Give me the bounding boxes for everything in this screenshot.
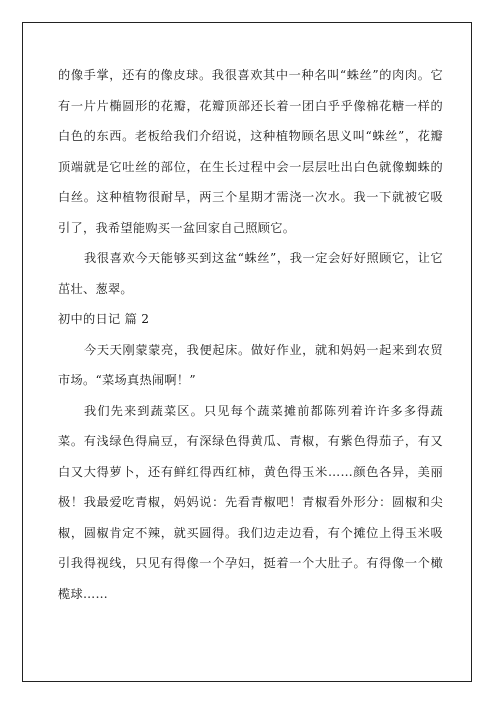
- section-heading: 初中的日记 篇 2: [58, 312, 150, 326]
- document-body: [58, 60, 443, 609]
- paragraph: 我很喜欢今天能够买到这盆“蛛丝”，我一定会好好照顾它，让它茁壮、葱翠。: [58, 251, 443, 296]
- paragraph: 今天天刚蒙蒙亮，我便起床。做好作业，就和妈妈一起来到农贸市场。“菜场真热闹啊！”: [58, 342, 443, 387]
- paragraph: 我们先来到蔬菜区。只见每个蔬菜摊前都陈列着许许多多得蔬菜。有浅绿色得扁豆，有深绿色得黄瓜、青椒，有紫色得茄子，有又白又大得萝卜，还有鲜红得西红柿，黄色得玉米……颜色各异，美丽极！我最爱吃青椒，妈妈说：先看青椒吧！青椒看外形分：圆椒和尖椒，圆椒肯定不辣，就买圆得。我们边走边看，有个摊位上得玉米吸引我得视线，只见有得像一个孕妇，挺着一个大肚子。有得像一个橄榄球……: [58, 403, 443, 601]
- paragraph: 的像手掌，还有的像皮球。我很喜欢其中一种名叫“蛛丝”的肉肉。它有一片片椭圆形的花瓣，花瓣顶部还长着一团白乎乎像棉花糖一样的白色的东西。老板给我们介绍说，这种植物顾名思义叫“蛛丝”，花瓣顶端就是它吐丝的部位，在生长过程中会一层层吐出白色就像蜘蛛的白丝。这种植物很耐旱，两三个星期才需浇一次水。我一下就被它吸引了，我希望能购买一盆回家自己照顾它。: [58, 68, 443, 235]
